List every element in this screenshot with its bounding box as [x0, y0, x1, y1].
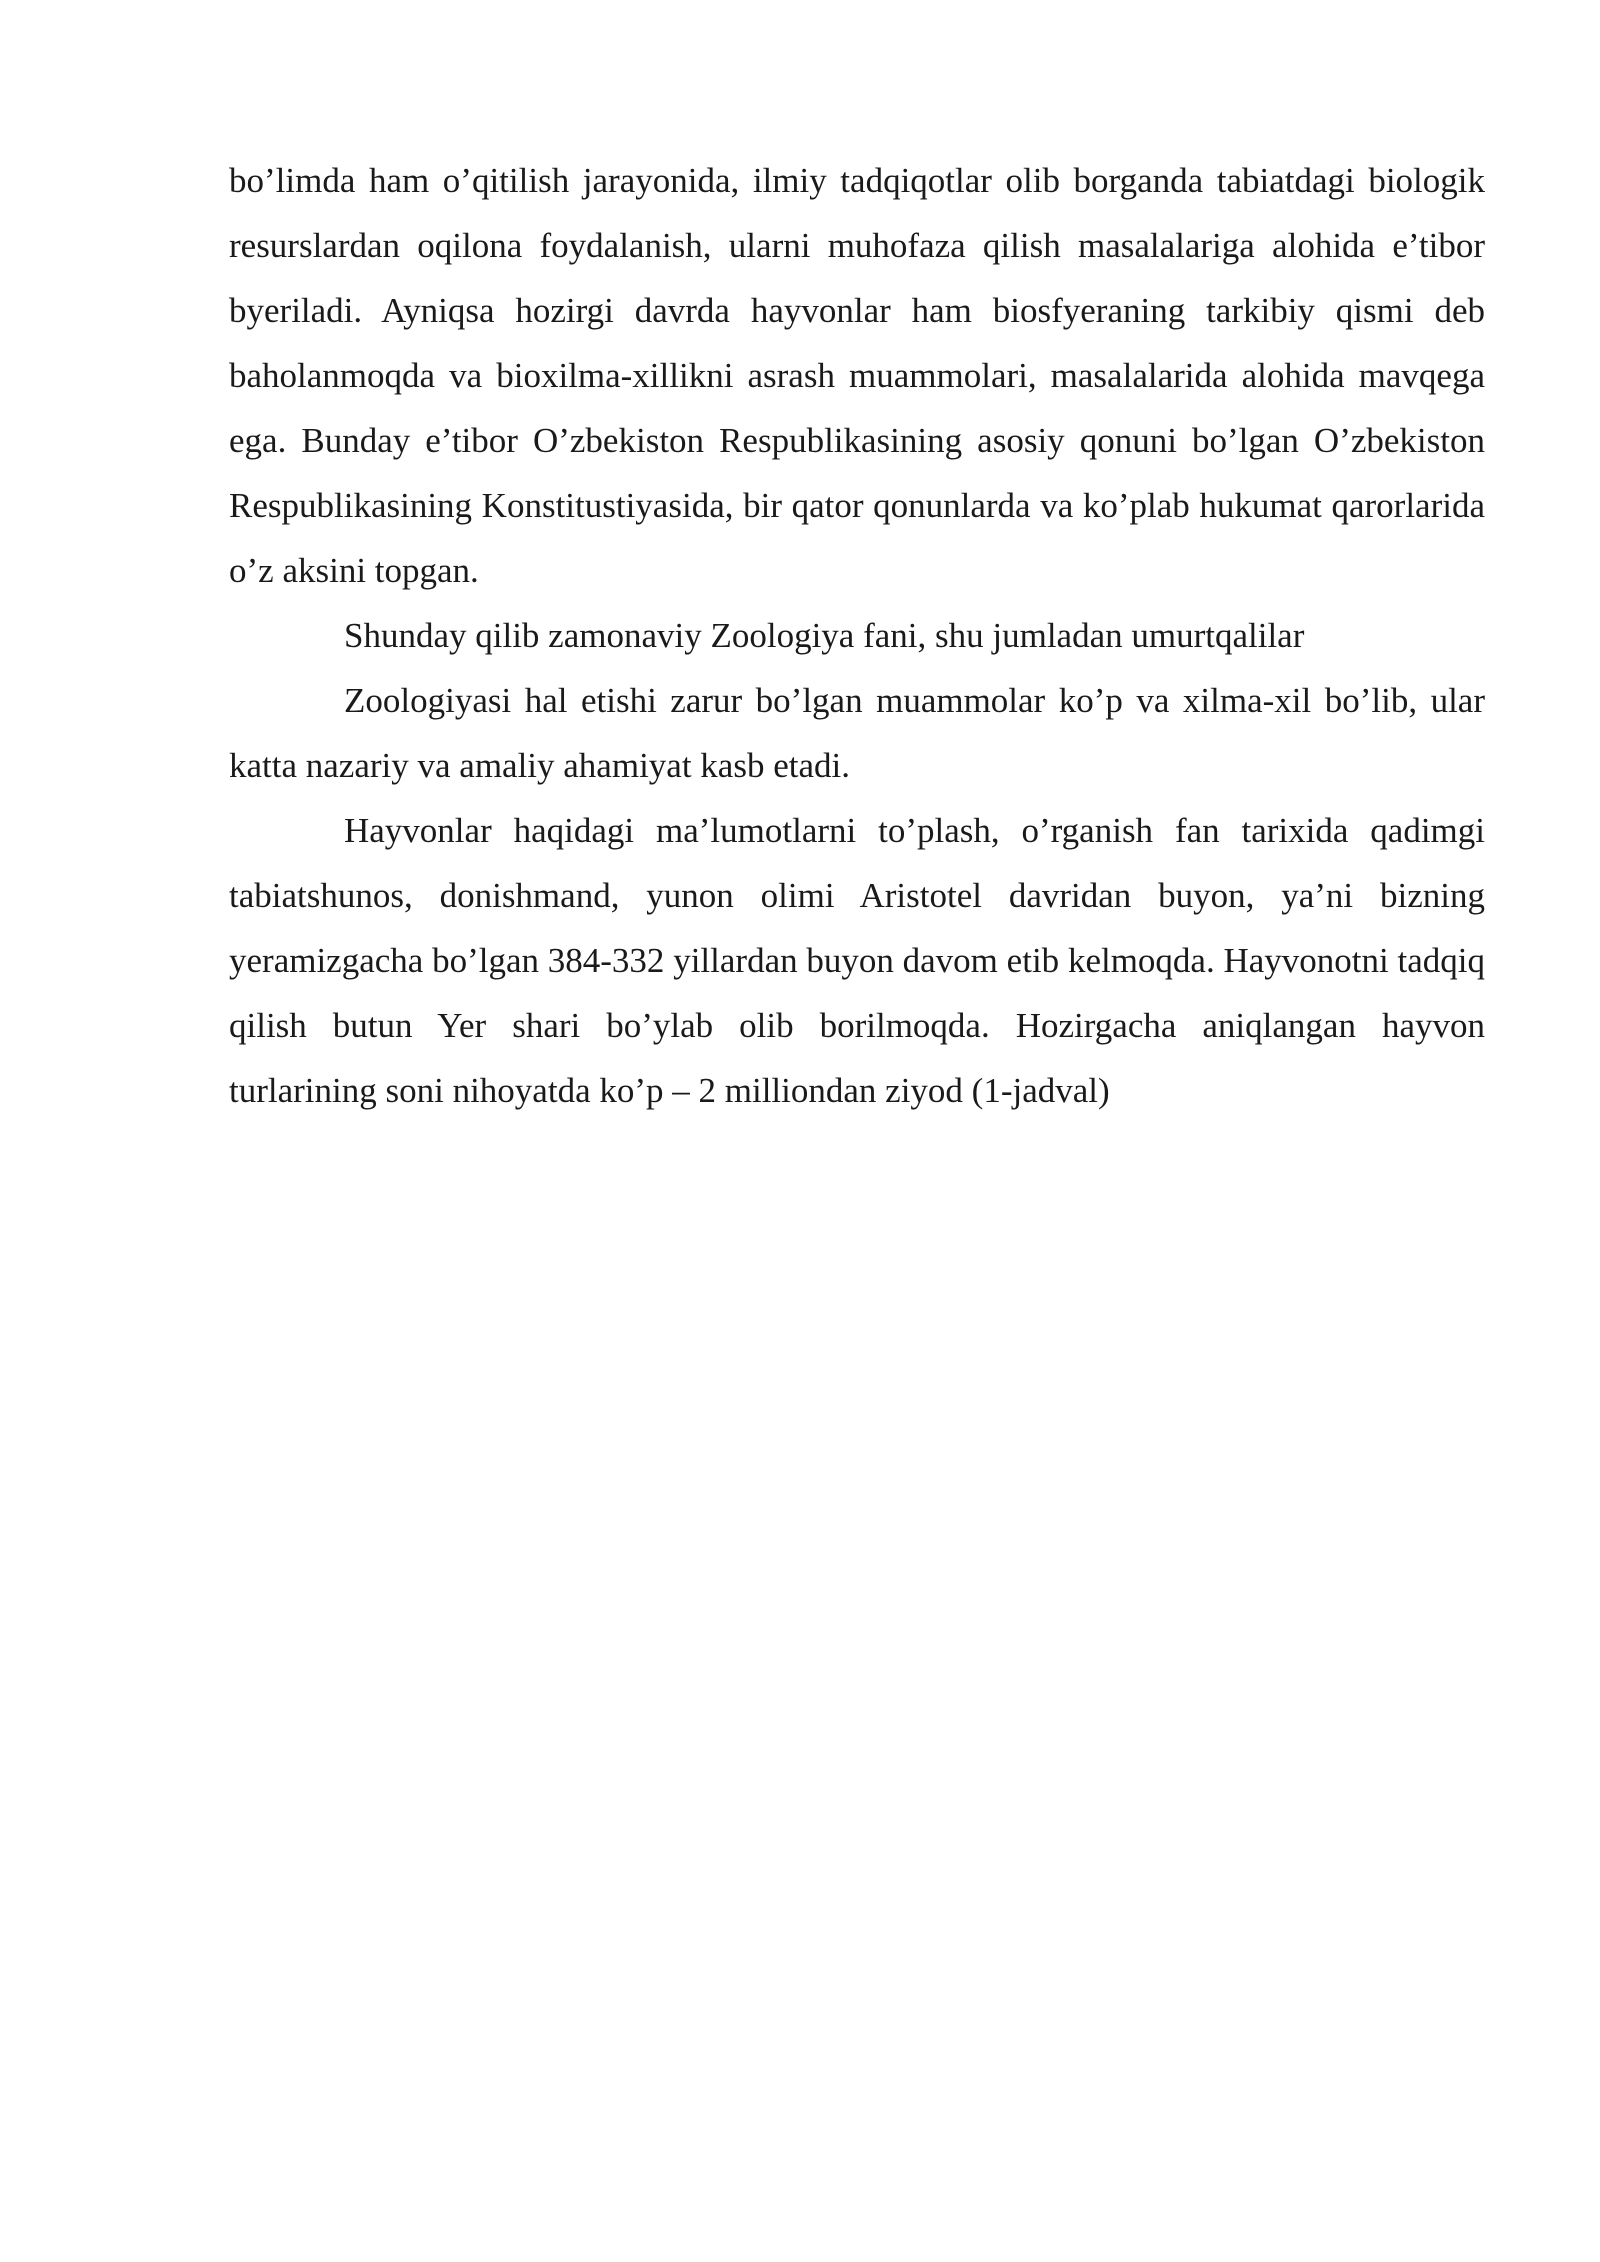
paragraph-1: bo’limda ham o’qitilish jarayonida, ilmiy tadqiqotlar olib borganda tabiatdagi biologik resurslardan oqilona foydalanish, ularni muhofaza qilish masalalariga alohida e’tibor byeriladi. Ayniqsa hozirgi davrda hayvonlar ham biosfyeraning tarkibiy qismi deb baholanmoqda va bioxilma-xillikni asrash muammolari, masalalarida alohida mavqega ega. Bunday e’tibor O’zbekiston Respublikasining asosiy qonuni bo’lgan O’zbekiston Respublikasining Konstitustiyasida, bir qator qonunlarda va ko’plab hukumat qarorlarida o’z aksini topgan. [229, 161, 1485, 590]
paragraph-3: Zoologiyasi hal etishi zarur bo’lgan muammolar ko’p va xilma-xil bo’lib, ular katta nazariy va amaliy ahamiyat kasb etadi. [229, 681, 1485, 785]
paragraph-2: Shunday qilib zamonaviy Zoologiya fani, shu jumladan umurtqalilar [344, 616, 1305, 655]
paragraph-4: Hayvonlar haqidagi ma’lumotlarni to’plash, o’rganish fan tarixida qadimgi tabiatshunos, donishmand, yunon olimi Aristotel davridan buyon, ya’ni bizning yeramizgacha bo’lgan 384-332 yillardan buyon davom etib kelmoqda. Hayvonotni tadqiq qilish butun Yer shari bo’ylab olib borilmoqda. Hozirgacha aniqlangan hayvon turlarining soni nihoyatda ko’p – 2 milliondan ziyod (1-jadval) [229, 811, 1485, 1110]
body-text [229, 148, 1485, 1123]
